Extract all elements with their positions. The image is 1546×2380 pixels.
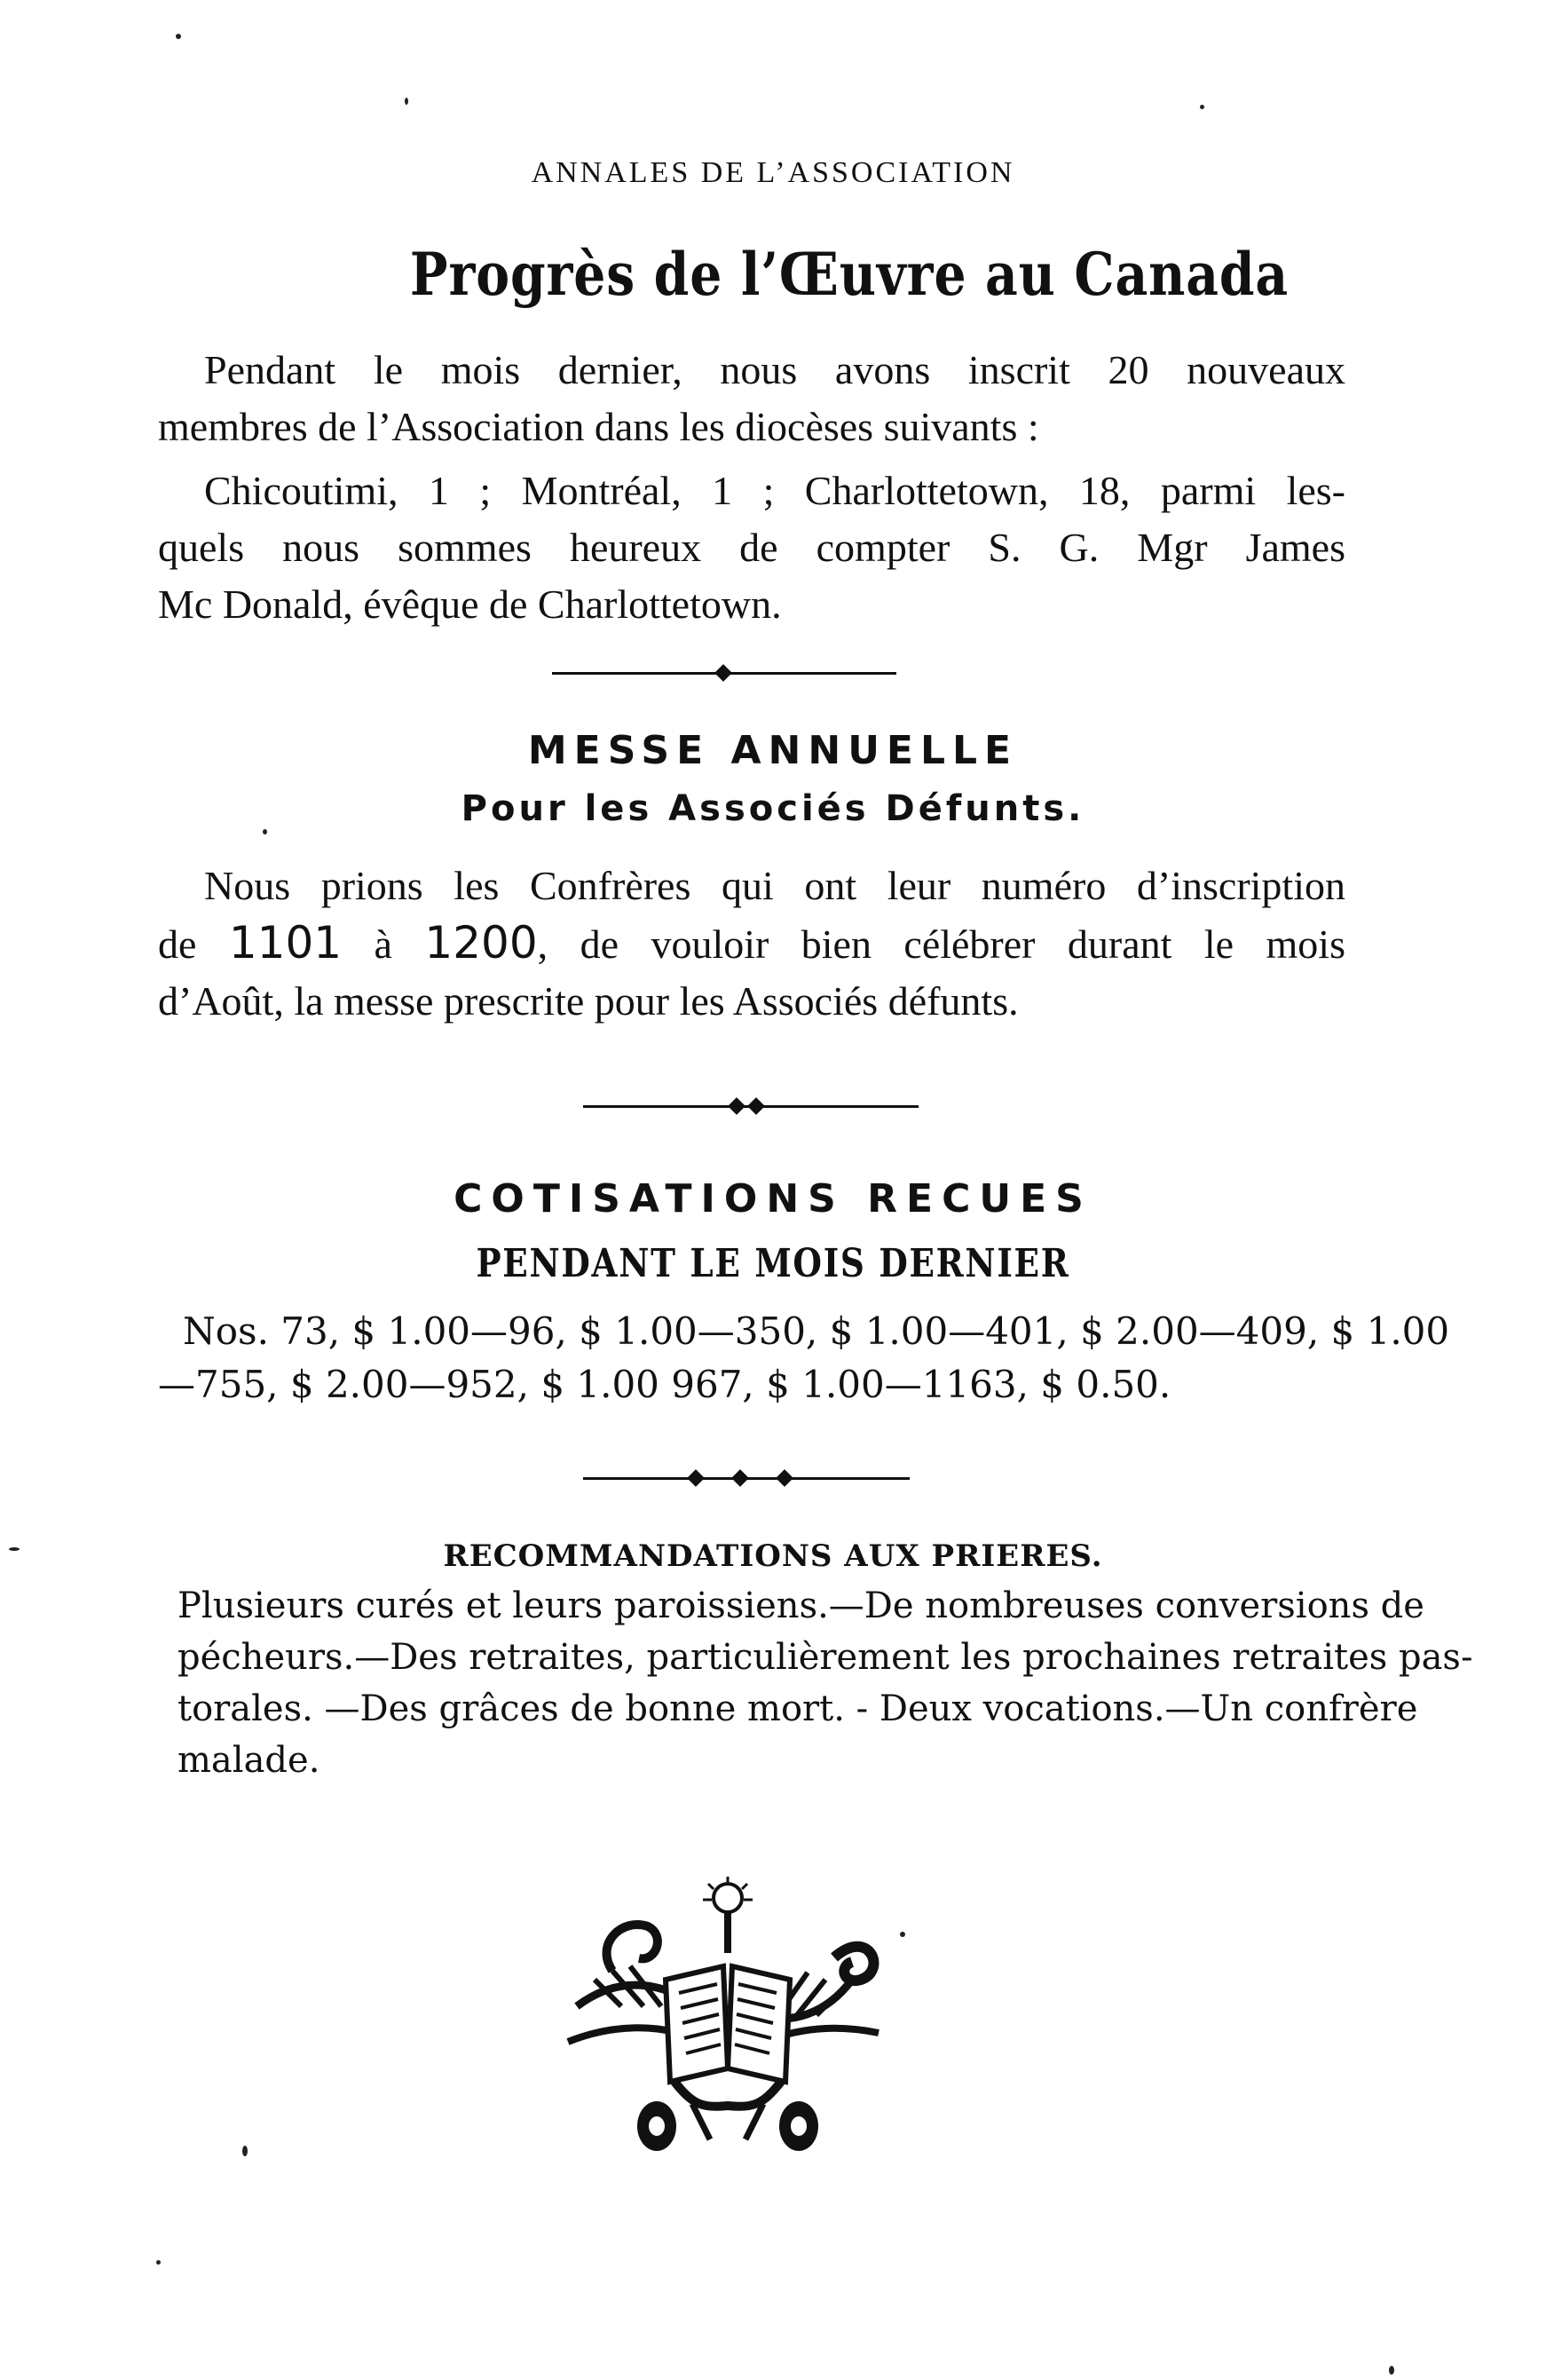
paragraph-line: Mc Donald, évêque de Charlottetown. [158, 581, 782, 627]
paragraph-line: de 1101 à 1200, de vouloir bien célébrer durant le mois [158, 917, 1345, 969]
recommendations-paragraph [177, 1580, 1473, 1786]
paragraph-line: Nous prions les Confrères qui ont leur numéro d’inscription [204, 863, 1345, 908]
book-emblem-ornament [559, 1873, 887, 2157]
paragraph-line: malade. [177, 1740, 320, 1781]
section-title-progres: Progrès de l’Œuvre au Canada [409, 240, 1290, 309]
ornamental-rule [583, 1105, 919, 1108]
paragraph-line: Chicoutimi, 1 ; Montréal, 1 ; Charlottetown, 18, parmi les- [204, 468, 1345, 513]
paragraph-line: membres de l’Association dans les diocèses suivants : [158, 404, 1039, 449]
ornamental-rule [583, 1477, 910, 1480]
paragraph-line: Pendant le mois dernier, nous avons inscrit 20 nouveaux [204, 347, 1345, 392]
inscription-number-from: 1101 [228, 917, 343, 969]
paragraph-line: Plusieurs curés et leurs paroissiens.—De nombreuses conversions de [177, 1585, 1424, 1626]
section-subheading-defunts: Pour les Associés Défunts. [461, 788, 1085, 829]
section-heading-recommandations: RECOMMANDATIONS AUX PRIERES. [443, 1538, 1103, 1574]
ornamental-rule [552, 672, 896, 675]
inscription-number-to: 1200 [424, 917, 538, 969]
section-heading-cotisations: COTISATIONS RECUES [454, 1176, 1092, 1222]
section-heading-messe: MESSE ANNUELLE [527, 728, 1019, 773]
section-subheading-mois: PENDANT LE MOIS DERNIER [476, 1241, 1070, 1286]
paragraph-line: torales. —Des grâces de bonne mort. - Deux vocations.—Un confrère [177, 1688, 1418, 1729]
paragraph-line: quels nous sommes heureux de compter S. G. Mgr James [158, 525, 1345, 570]
paragraph-progres [158, 342, 1345, 633]
dues-line: —755, $ 2.00—952, $ 1.00 967, $ 1.00—1163, $ 0.50. [158, 1363, 1171, 1406]
paragraph-messe [158, 858, 1345, 1030]
paragraph-line: pécheurs.—Des retraites, particulièrement les prochaines retraites pas- [177, 1637, 1473, 1678]
dues-line: Nos. 73, $ 1.00—96, $ 1.00—350, $ 1.00—401, $ 2.00—409, $ 1.00 [183, 1309, 1450, 1353]
paragraph-line: d’Août, la messe prescrite pour les Associés défunts. [158, 978, 1019, 1024]
dues-list [158, 1305, 1450, 1411]
running-head: ANNALES DE L’ASSOCIATION [531, 156, 1015, 189]
